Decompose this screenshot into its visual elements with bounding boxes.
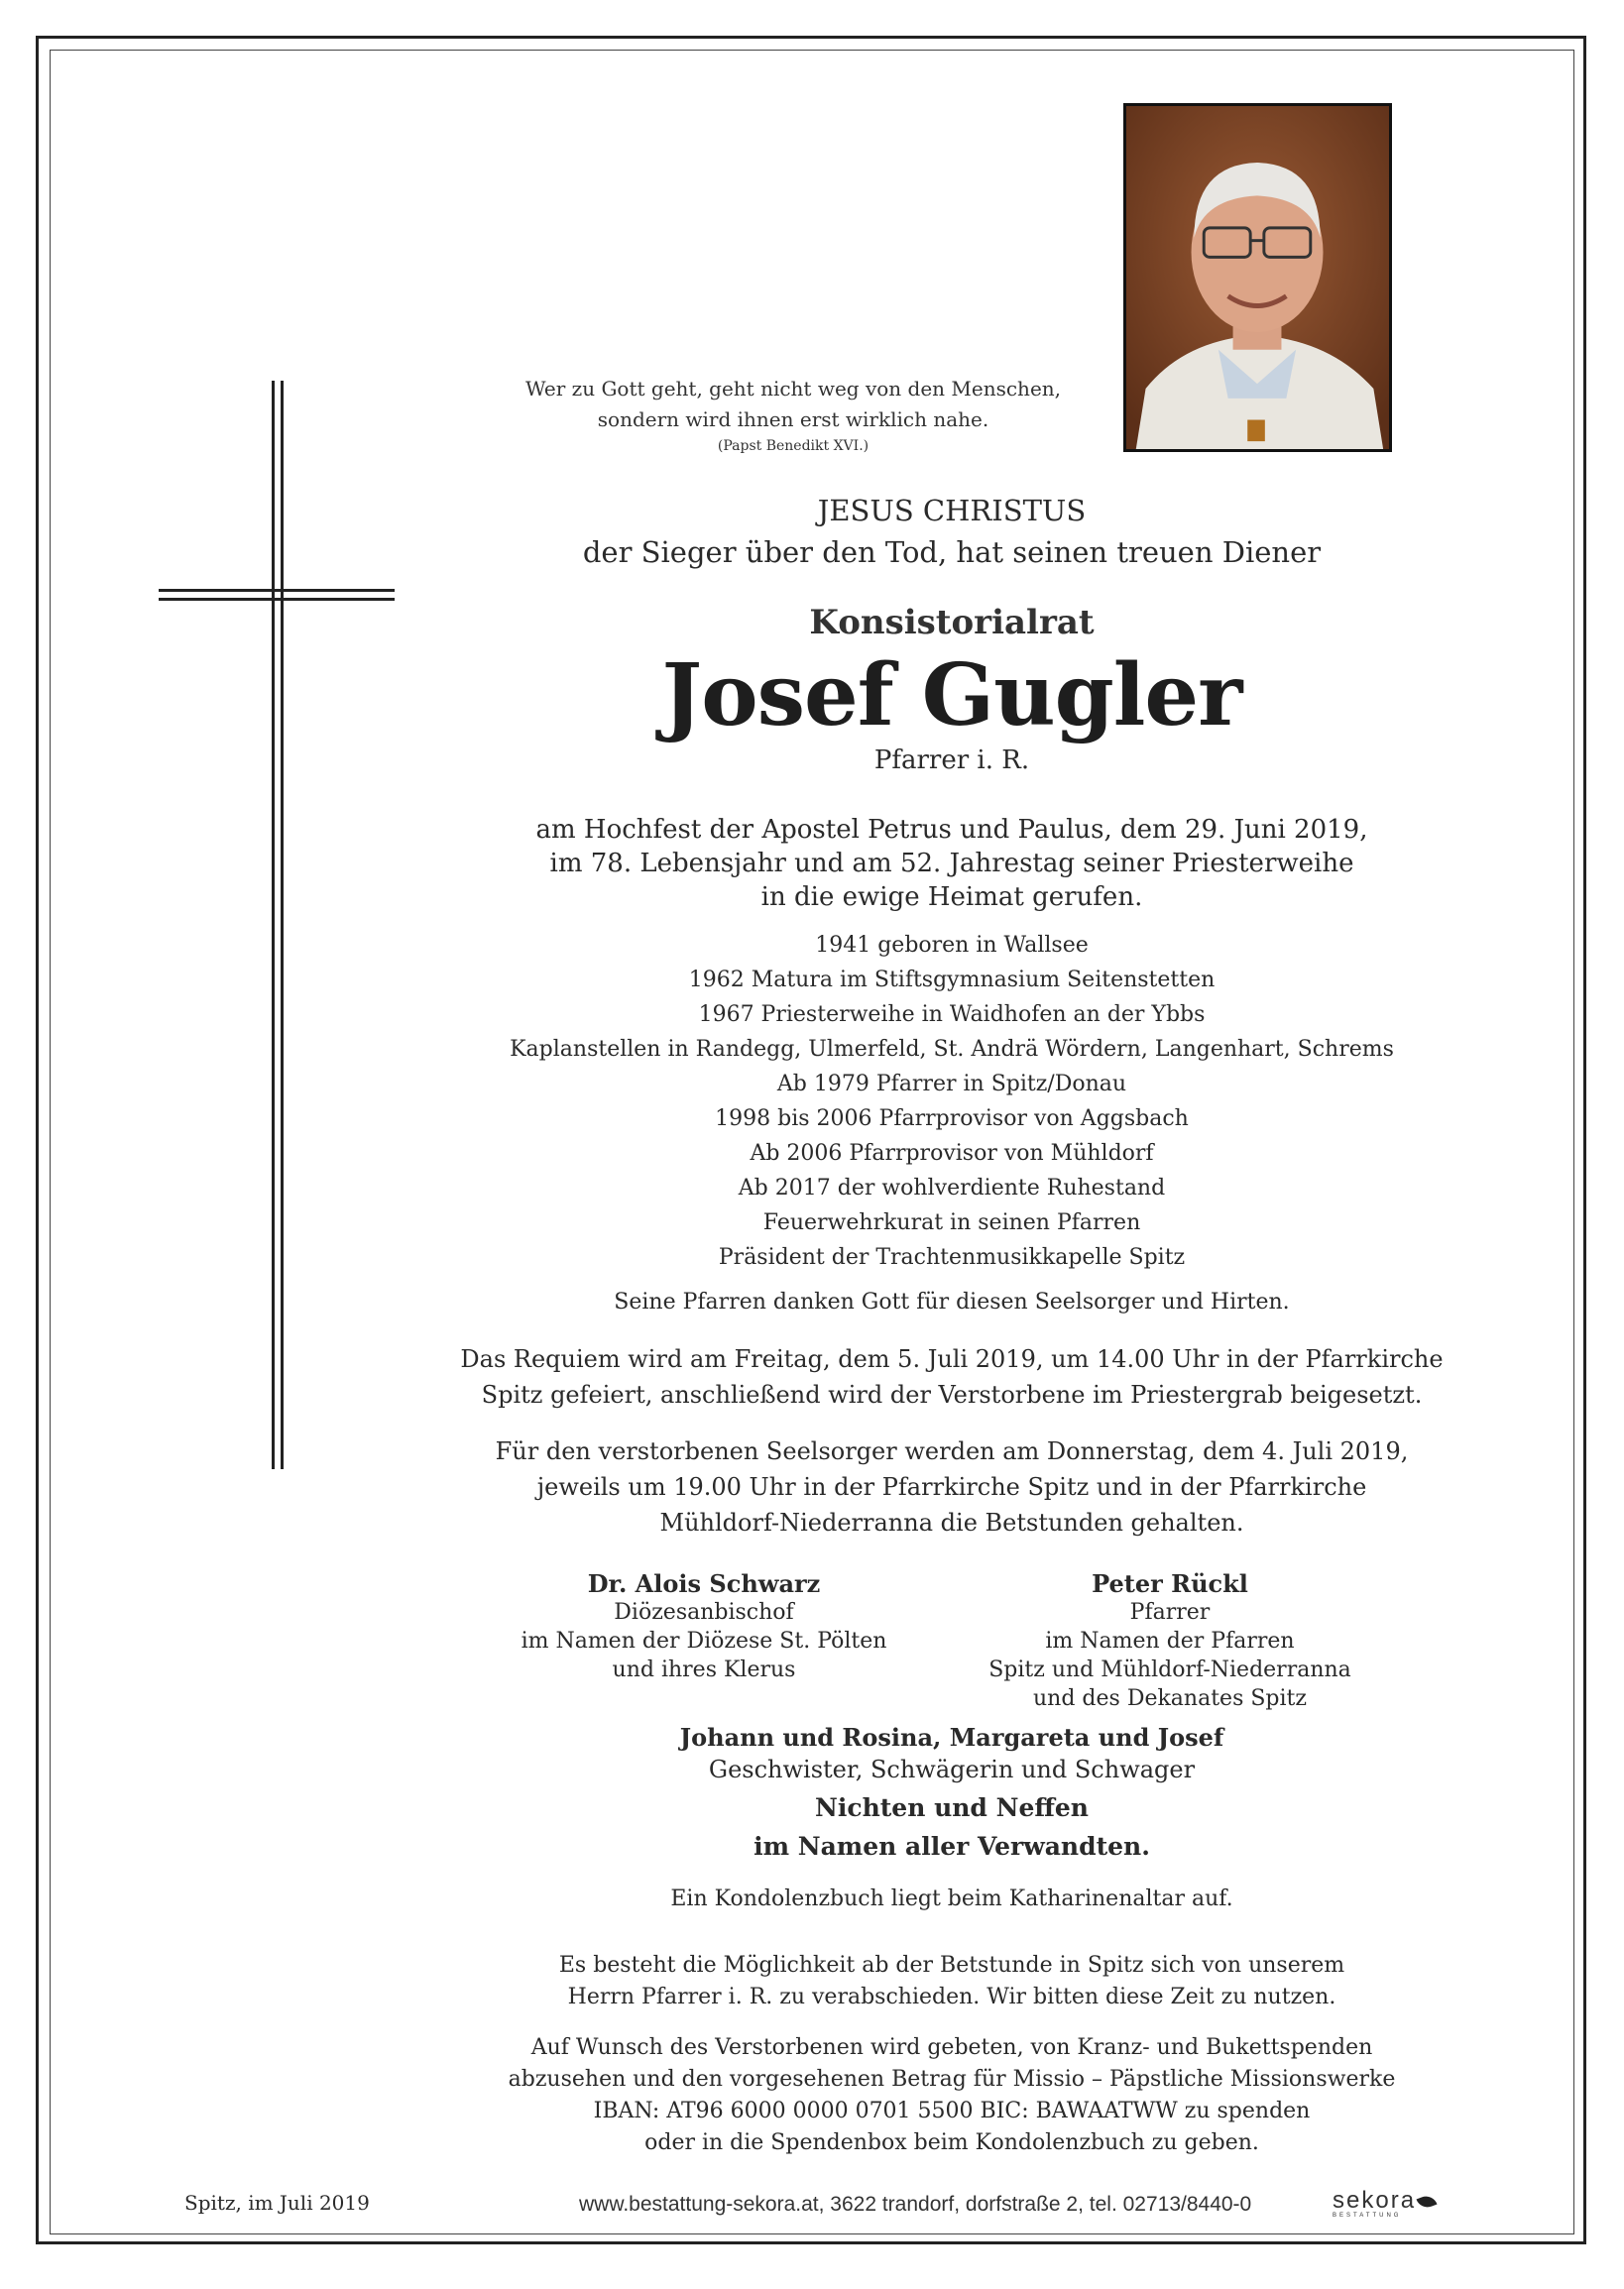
biography-line: Ab 2006 Pfarrprovisor von Mühldorf [750,1141,1154,1166]
biography-line: Ab 1979 Pfarrer in Spitz/Donau [776,1072,1127,1096]
prayer-line: jeweils um 19.00 Uhr in der Pfarrkirche Spitz und in der Pfarrkirche [536,1473,1367,1501]
quote-attribution: (Papst Benedikt XVI.) [717,438,870,454]
cross-horizontal-beam [159,589,395,601]
logo-text: sekora [1333,2187,1417,2214]
biography-line: Feuerwehrkurat in seinen Pfarren [762,1210,1141,1235]
signatory-priest [972,1569,1368,1713]
heading-sieger: der Sieger über den Tod, hat seinen treuen Diener [582,535,1322,569]
passing-line: in die ewige Heimat gerufen. [760,882,1143,912]
signatory-bishop [516,1569,892,1684]
signatory-line: und ihres Klerus [612,1658,796,1682]
prayer-line: Mühldorf-Niederranna die Betstunden gehalten. [659,1509,1244,1537]
biography-line: 1941 geboren in Wallsee [815,933,1089,958]
biography-line: 1998 bis 2006 Pfarrprovisor von Aggsbach [715,1106,1189,1131]
passing-text [436,813,1467,914]
quote-line: sondern wird ihnen erst wirklich nahe. [597,407,989,431]
donation-line: Auf Wunsch des Verstorbenen wird gebeten, von Kranz- und Bukettspenden [530,2035,1373,2060]
family-relation: Geschwister, Schwägerin und Schwager [708,1756,1196,1783]
requiem-line: Spitz gefeiert, anschließend wird der Verstorbene im Priestergrab beigesetzt. [481,1381,1423,1409]
family-names: Johann und Rosina, Margareta und Josef [679,1723,1224,1752]
passing-line: am Hochfest der Apostel Petrus und Paulus, dem 29. Juni 2019, [535,815,1368,845]
donation-text [436,2032,1467,2159]
family-block [436,1722,1467,1785]
quote-line: Wer zu Gott geht, geht nicht weg von den Menschen, [524,377,1062,401]
donation-line: oder in die Spendenbox beim Kondolenzbuch zu geben. [644,2130,1259,2155]
heading [436,490,1467,573]
prayer-text [436,1433,1467,1541]
funeral-home-logo [1333,2187,1436,2219]
requiem-line: Das Requiem wird am Freitag, dem 5. Juli 2019, um 14.00 Uhr in der Pfarrkirche [460,1345,1444,1373]
relatives-line: im Namen aller Verwandten. [754,1832,1150,1861]
condolence-text: Ein Kondolenzbuch liegt beim Katharinenaltar auf. [670,1887,1233,1911]
biography [436,928,1467,1275]
heading-jesus: JESUS CHRISTUS [817,494,1087,527]
prayer-line: Für den verstorbenen Seelsorger werden am Donnerstag, dem 4. Juli 2019, [495,1437,1409,1465]
farewell-line: Es besteht die Möglichkeit ab der Betstunde in Spitz sich von unserem [558,1953,1345,1978]
farewell-text [436,1950,1467,2013]
relatives-block [436,1788,1467,1866]
signatory-line: im Namen der Diözese St. Pölten [521,1629,887,1654]
footer-contact: www.bestattung-sekora.at, 3622 trandorf, dorfstraße 2, tel. 02713/8440-0 [579,2193,1252,2216]
biography-line: 1962 Matura im Stiftsgymnasium Seitenstetten [688,968,1216,992]
cross-vertical-beam [272,381,284,1469]
signatory-line: Spitz und Mühldorf-Niederranna [988,1658,1351,1682]
deceased-name: Josef Gugler [661,645,1242,745]
passing-line: im 78. Lebensjahr und am 52. Jahrestag seiner Priesterweihe [549,849,1354,878]
signatory-line: im Namen der Pfarren [1045,1629,1295,1654]
logo-subtext: BESTATTUNG [1333,2213,1402,2219]
donation-line: abzusehen und den vorgesehenen Betrag für Missio – Päpstliche Missionswerke [508,2067,1396,2092]
thanks-text: Seine Pfarren danken Gott für diesen Seelsorger und Hirten. [614,1290,1290,1315]
footer-place-date: Spitz, im Juli 2019 [184,2191,370,2215]
relatives-line: Nichten und Neffen [815,1793,1089,1822]
leaf-icon [1417,2193,1438,2210]
signatory-line: und des Dekanates Spitz [1033,1686,1307,1711]
signatory-line: Pfarrer [1129,1600,1211,1625]
farewell-line: Herrn Pfarrer i. R. zu verabschieden. Wir bitten diese Zeit zu nutzen. [567,1985,1336,2009]
signatory-line: Diözesanbischof [614,1600,794,1625]
biography-line: Kaplanstellen in Randegg, Ulmerfeld, St. Andrä Wördern, Langenhart, Schrems [510,1037,1394,1062]
portrait-photo [1123,103,1392,452]
quote [436,374,1150,457]
biography-line: Ab 2017 der wohlverdiente Ruhestand [738,1176,1166,1201]
biography-line: 1967 Priesterweihe in Waidhofen an der Ybbs [698,1002,1206,1027]
biography-line: Präsident der Trachtenmusikkapelle Spitz [718,1245,1186,1270]
requiem-text [436,1341,1467,1413]
deceased-rank: Pfarrer i. R. [873,745,1030,775]
donation-line: IBAN: AT96 6000 0000 0701 5500 BIC: BAWAATWW zu spenden [593,2099,1311,2123]
signatory-name: Dr. Alois Schwarz [587,1569,821,1598]
signatory-name: Peter Rückl [1092,1569,1248,1598]
deceased-title: Konsistorialrat [809,603,1095,642]
